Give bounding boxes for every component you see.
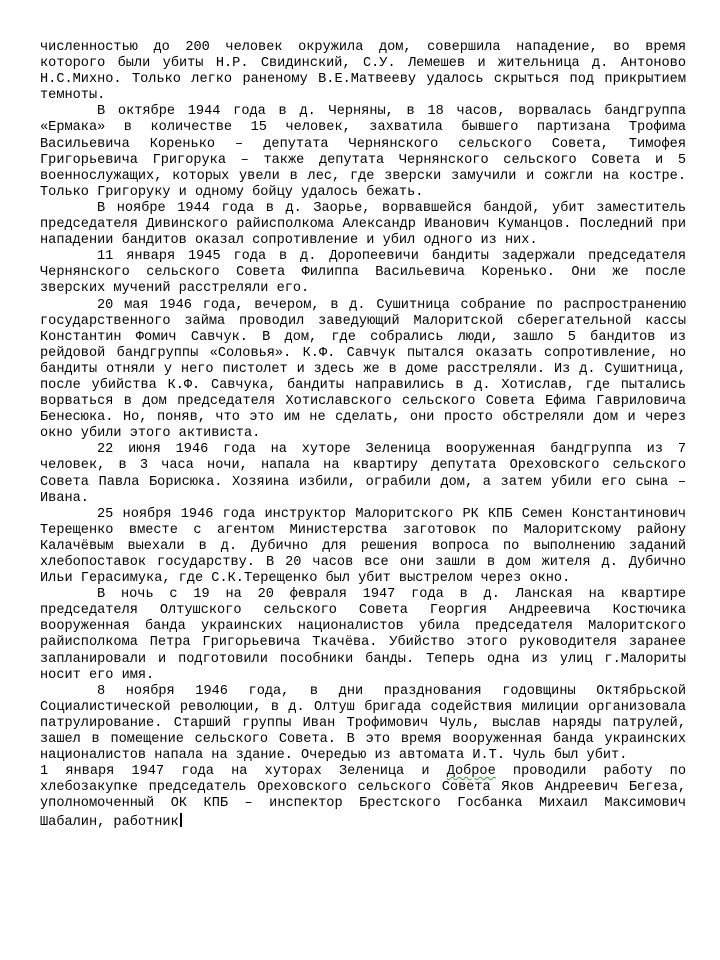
paragraph-2: В октябре 1944 года в д. Черняны, в 18 часов, ворвалась бандгруппа «Ермака» в количестве 15 человек, захватила бывшего партизана Трофима Васильевича Коренько – депутата Чернянского сельского Совета, Тимофея Григорьевича Григорука – также депутата Чернянского сельского Совета и 5 военнослужащих, которых увели в лес, где зверски замучили и сожгли на костре. Только Григоруку и одному бойцу удалось бежать. (40, 104, 686, 200)
paragraph-8: В ночь с 19 на 20 февраля 1947 года в д. Ланская на квартире председателя Олтушского сельского Совета Георгия Андреевича Костючика вооруженная банда украинских националистов убила председателя Малоритского райисполкома Петра Григорьевича Ткачёва. Убийство этого руководителя заранее запланировали и подготовили пособники банды. Теперь одна из улиц г.Малориты носит его имя. (40, 587, 686, 683)
spellcheck-marked-word[interactable]: Доброе (446, 764, 496, 780)
paragraph-4: 11 января 1945 года в д. Доропеевичи бандиты задержали председателя Чернянского сельского Совета Филиппа Васильевича Коренько. Они же после зверских мучений расстреляли его. (40, 249, 686, 297)
paragraph-3: В ноябре 1944 года в д. Заорье, ворвавшейся бандой, убит заместитель председателя Дивинского райисполкома Александр Иванович Куманцов. Последний при нападении бандитов оказал сопротивление и убил одного из них. (40, 200, 686, 249)
paragraph-10-start: 1 января 1947 года на хуторах Зеленица и (40, 764, 447, 780)
paragraph-7: 25 ноября 1946 года инструктор Малоритского РК КПБ Семен Константинович Терещенко вместе с агентом Министерства заготовок по Малоритскому району Калачёвым выехали в д. Дубично для решения вопроса по выполнению заданий хлебопоставок государству. В 20 часов все они зашли в дом жителя д. Дубично Ильи Герасимука, где С.К.Терещенко был убит выстрелом через окно. (40, 506, 686, 587)
paragraph-6: 22 июня 1946 года на хуторе Зеленица вооруженная бандгруппа из 7 человек, в 3 часа ночи, напала на квартиру депутата Ореховского сельского Совета Павла Борисюка. Хозяина избили, ограбили дом, а затем убили его сына – Ивана. (40, 442, 686, 506)
paragraph-9: 8 ноября 1946 года, в дни празднования годовщины Октябрьской Социалистической революции, в д. Олтуш бригада содействия милиции организовала патрулирование. Старший группы Иван Трофимович Чуль, выслав наряды патрулей, зашел в помещение сельского Совета. В это время вооруженная банда украинских националистов напала на здание. Очередью из автомата И.Т. Чуль был убит. (40, 683, 686, 764)
paragraph-5: 20 мая 1946 года, вечером, в д. Сушитница собрание по распространению государственного займа проводил заведующий Малоритской сберегательной кассы Константин Фомич Савчук. В дом, где собрались люди, зашло 5 бандитов из рейдовой бандгруппы «Соловья». К.Ф. Савчук пытался оказать сопротивление, но бандиты отняли у него пистолет и здесь же в доме расстреляли. Из д. Сушитница, после убийства К.Ф. Савчука, бандиты направились в д. Хотислав, где пытались ворваться в дом председателя Хотиславского сельского Совета Ефима Гавриловича Бенесюка. Но, поняв, что это им не сделать, они просто обстреляли дом и через окно убили этого активиста. (40, 297, 686, 442)
paragraph-1: численностью до 200 человек окружила дом, совершила нападение, во время которого были убиты Н.Р. Свидинский, С.У. Лемешев и жительница д. Антоново Н.С.Михно. Только легко раненому В.Е.Матвееву удалось скрыться под прикрытием темноты. (40, 40, 686, 104)
paragraph-10 (40, 764, 686, 830)
document-page[interactable] (40, 40, 686, 920)
text-cursor (180, 813, 182, 827)
paragraph-10-rest: проводили работу по хлебозакупке председатель Ореховского сельского Совета Яков Андреевич Бегеза, уполномоченный ОК КПБ – инспектор Брестского Госбанка Михаил Максимович Шабалин, работник (40, 764, 686, 830)
